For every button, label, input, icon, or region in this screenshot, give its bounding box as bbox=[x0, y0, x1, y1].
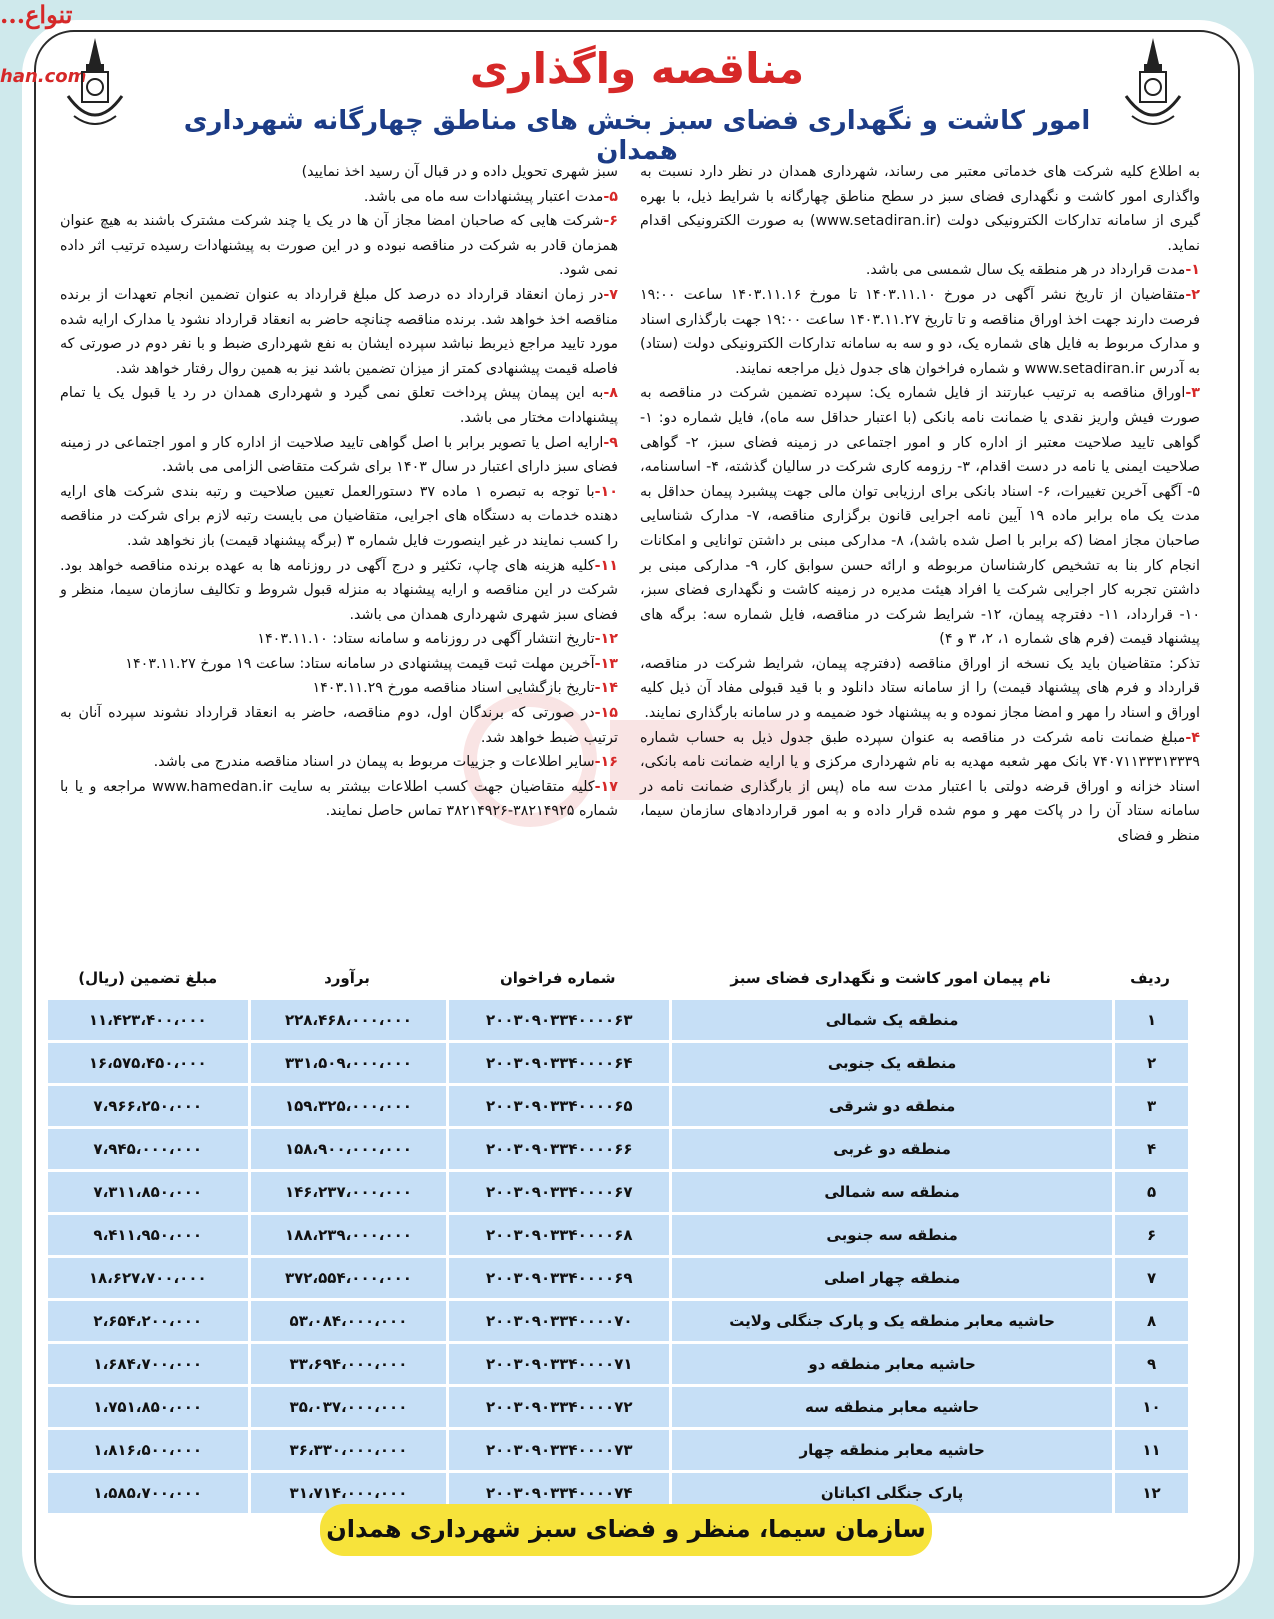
clause-text: مدت قرارداد در هر منطقه یک سال شمسی می باشد. bbox=[865, 262, 1186, 279]
header-call-number: شماره فراخوان bbox=[446, 959, 669, 997]
clause-item bbox=[60, 676, 618, 701]
contract-name: منطقه یک شمالی bbox=[669, 1000, 1112, 1040]
clause-item bbox=[60, 627, 618, 652]
clause-number: ۲- bbox=[1185, 286, 1200, 303]
contract-name: منطقه سه شمالی bbox=[669, 1172, 1112, 1212]
clause-item bbox=[60, 431, 618, 480]
clause-text: به این پیمان پیش پرداخت تعلق نمی گیرد و شهرداری همدان در رد یا قبول یک یا تمام پیشنهادات مختار می باشد. bbox=[60, 385, 618, 426]
estimate-amount: ۳۱،۷۱۴،۰۰۰،۰۰۰ bbox=[248, 1473, 447, 1513]
table-header-row bbox=[48, 959, 1188, 997]
clause-text: مدت اعتبار پیشنهادات سه ماه می باشد. bbox=[363, 188, 604, 205]
estimate-amount: ۳۵،۰۳۷،۰۰۰،۰۰۰ bbox=[248, 1387, 447, 1427]
clause-text: با توجه به تبصره ۱ ماده ۳۷ دستورالعمل تعیین صلاحیت و رتبه بندی شرکت های ارایه دهنده خدمات به دستگاه های اجرایی، متقاضیان می بایست رتبه لازم برای شرکت در مناقصه را کسب نمایند در غیر اینصورت فایل شماره ۳ (برگه پیشنهاد قیمت) باز نخواهد شد. bbox=[60, 483, 618, 549]
clause-number: ۱۳- bbox=[594, 655, 618, 672]
clause-number: ۱۴- bbox=[594, 680, 618, 697]
clause-text: متقاضیان از تاریخ نشر آگهی در مورخ ۱۴۰۳.۱۱.۱۰ تا مورخ ۱۴۰۳.۱۱.۱۶ ساعت ۱۹:۰۰ فرصت دارند جهت اخذ اوراق مناقصه و تا تاریخ ۱۴۰۳.۱۱.۲۷ ساعت ۱۹:۰۰ جهت بارگذاری اسناد و مدارک مربوط به فایل های شماره یک، دو و سه به سامانه تدارکات الکترونیکی دولت (ستاد) به آدرس www.setadiran.ir و شماره فراخوان های جدول ذیل مراجعه نمایند. bbox=[640, 286, 1200, 377]
call-number: ۲۰۰۳۰۹۰۳۳۴۰۰۰۰۶۴ bbox=[446, 1043, 669, 1083]
corner-brand-text: ...تنواع bbox=[0, 0, 73, 29]
clause-number: ۷- bbox=[603, 286, 618, 303]
clause-item bbox=[640, 381, 1200, 652]
clause-number: ۱۲- bbox=[594, 631, 618, 648]
tender-table bbox=[48, 956, 1188, 1516]
municipality-emblem-icon bbox=[1118, 36, 1188, 136]
estimate-amount: ۱۸۸،۲۳۹،۰۰۰،۰۰۰ bbox=[248, 1215, 447, 1255]
clause-item bbox=[60, 209, 618, 283]
estimate-amount: ۵۳،۰۸۴،۰۰۰،۰۰۰ bbox=[248, 1301, 447, 1341]
clause-text: سبز شهری تحویل داده و در قبال آن رسید اخذ نمایید) bbox=[301, 164, 618, 180]
clause-number: ۳- bbox=[1185, 385, 1200, 402]
row-index: ۹ bbox=[1112, 1344, 1188, 1384]
clause-item bbox=[60, 185, 618, 210]
clause-item bbox=[640, 258, 1200, 283]
clause-item bbox=[60, 652, 618, 677]
clause-number: ۶- bbox=[603, 213, 618, 230]
table-row bbox=[48, 1344, 1188, 1384]
text-column-left bbox=[60, 160, 618, 950]
clause-text: اوراق مناقصه به ترتیب عبارتند از فایل شماره یک: سپرده تضمین شرکت در مناقصه به صورت فیش واریز نقدی یا ضمانت نامه بانکی (با اعتبار حداقل سه ماه)، فایل شماره دو: ۱- گواهی تایید صلاحیت معتبر از اداره کار و امور اجتماعی در زمینه فضای سبز، ۲- گواهی صلاحیت ایمنی یا نامه در دست اقدام، ۳- رزومه کاری شرکت در سالیان گذشته، ۴- اساسنامه، ۵- آگهی آخرین تغییرات، ۶- اسناد بانکی برای ارزیابی توان مالی جهت پیشبرد پیمان حداقل به مدت یک ماه برابر ماده ۱۹ آیین نامه اجرایی قانون برگزاری مناقصه، ۷- مدارک شناسایی صاحبان مجاز امضا (که برابر با اصل شده باشد)، ۸- مدارکی مبنی بر داشتن توانایی و امکانات انجام کار بنا به تشخیص کارشناسان مربوطه و ارائه حسن سوابق کار، ۹- مدارکی مبنی بر داشتن تجربه کار اجرایی شرکت یا افراد هیئت مدیره در زمینه کاشت و نگهداری فضای سبز، ۱۰- قرارداد، ۱۱- دفترچه پیمان، ۱۲- شرایط شرکت در مناقصه، فایل شماره سه: برگه های پیشنهاد قیمت (فرم های شماره ۱، ۲، ۳ و ۴) bbox=[640, 385, 1201, 648]
guarantee-amount: ۱۶،۵۷۵،۴۵۰،۰۰۰ bbox=[48, 1043, 248, 1083]
clause-text: تذکر: متقاضیان باید یک نسخه از اوراق مناقصه (دفترچه پیمان، شرایط شرکت در مناقصه، قرارداد و فرم های پیشنهاد قیمت) را از سامانه ستاد دانلود و با قید قبولی مفاد آن ذیل کلیه اوراق و اسناد را مهر و امضا مجاز نموده و به پیشنهاد خود ضمیمه و در سامانه بارگذاری نمایند. bbox=[640, 655, 1200, 722]
row-index: ۴ bbox=[1112, 1129, 1188, 1169]
ad-subtitle: امور کاشت و نگهداری فضای سبز بخش های مناطق چهارگانه شهرداری همدان bbox=[183, 106, 1091, 166]
corner-brand-url: han.com bbox=[0, 66, 87, 87]
call-number: ۲۰۰۳۰۹۰۳۳۴۰۰۰۰۷۰ bbox=[446, 1301, 669, 1341]
contract-name: منطقه دو غربی bbox=[669, 1129, 1112, 1169]
clause-item bbox=[640, 283, 1200, 381]
call-number: ۲۰۰۳۰۹۰۳۳۴۰۰۰۰۷۴ bbox=[446, 1473, 669, 1513]
row-index: ۳ bbox=[1112, 1086, 1188, 1126]
guarantee-amount: ۲،۶۵۴،۲۰۰،۰۰۰ bbox=[48, 1301, 248, 1341]
contract-name: حاشیه معابر منطقه چهار bbox=[669, 1430, 1112, 1470]
clause-number: ۱۷- bbox=[594, 778, 618, 795]
row-index: ۸ bbox=[1112, 1301, 1188, 1341]
guarantee-amount: ۱،۷۵۱،۸۵۰،۰۰۰ bbox=[48, 1387, 248, 1427]
contract-name: منطقه دو شرقی bbox=[669, 1086, 1112, 1126]
clause-text: مبلغ ضمانت نامه شرکت در مناقصه به عنوان سپرده طبق جدول ذیل به حساب شماره ۷۴۰۷۱۱۳۳۳۱۳۳۳۹ بانک مهر شعبه مهدیه به نام شهرداری مرکزی و یا ارایه ضمانت نامه بانکی، اسناد خزانه و اوراق قرضه دولتی با اعتبار مدت سه ماه (پس از بارگذاری ضمانت نامه در سامانه ستاد آن را در پاکت مهر و موم شده قرار داده و به امور قراردادهای سازمان سیما، منظر و فضای bbox=[640, 729, 1200, 845]
guarantee-amount: ۹،۴۱۱،۹۵۰،۰۰۰ bbox=[48, 1215, 248, 1255]
clause-item bbox=[60, 283, 618, 381]
clause-text: آخرین مهلت ثبت قیمت پیشنهادی در سامانه ستاد: ساعت ۱۹ مورخ ۱۴۰۳.۱۱.۲۷ bbox=[125, 655, 595, 672]
table-row bbox=[48, 1258, 1188, 1298]
clause-number: ۱۰- bbox=[594, 483, 618, 500]
contract-name: پارک جنگلی اکباتان bbox=[669, 1473, 1112, 1513]
contract-name: منطقه یک جنوبی bbox=[669, 1043, 1112, 1083]
table-row bbox=[48, 1430, 1188, 1470]
header-contract-name: نام پیمان امور کاشت و نگهداری فضای سبز bbox=[669, 959, 1112, 997]
contract-name: حاشیه معابر منطقه یک و پارک جنگلی ولایت bbox=[669, 1301, 1112, 1341]
clause-text: ارایه اصل یا تصویر برابر با اصل گواهی تایید صلاحیت از اداره کار و امور اجتماعی در زمینه فضای سبز دارای اعتبار در سال ۱۴۰۳ برای شرکت متقاضی الزامی می باشد. bbox=[60, 434, 618, 476]
table-row bbox=[48, 1129, 1188, 1169]
guarantee-amount: ۷،۳۱۱،۸۵۰،۰۰۰ bbox=[48, 1172, 248, 1212]
call-number: ۲۰۰۳۰۹۰۳۳۴۰۰۰۰۷۱ bbox=[446, 1344, 669, 1384]
row-index: ۲ bbox=[1112, 1043, 1188, 1083]
clause-item bbox=[640, 726, 1200, 849]
call-number: ۲۰۰۳۰۹۰۳۳۴۰۰۰۰۷۳ bbox=[446, 1430, 669, 1470]
clause-text: تاریخ انتشار آگهی در روزنامه و سامانه ستاد: ۱۴۰۳.۱۱.۱۰ bbox=[257, 631, 595, 648]
call-number: ۲۰۰۳۰۹۰۳۳۴۰۰۰۰۶۵ bbox=[446, 1086, 669, 1126]
table-row bbox=[48, 1043, 1188, 1083]
guarantee-amount: ۱،۵۸۵،۷۰۰،۰۰۰ bbox=[48, 1473, 248, 1513]
row-index: ۱۲ bbox=[1112, 1473, 1188, 1513]
clause-item bbox=[60, 701, 618, 750]
estimate-amount: ۱۴۶،۲۳۷،۰۰۰،۰۰۰ bbox=[248, 1172, 447, 1212]
clause-number: ۵- bbox=[603, 188, 618, 205]
clause-number: ۸- bbox=[603, 385, 618, 402]
clause-number: ۹- bbox=[603, 434, 618, 451]
clause-number: ۱۱- bbox=[594, 557, 618, 574]
row-index: ۶ bbox=[1112, 1215, 1188, 1255]
call-number: ۲۰۰۳۰۹۰۳۳۴۰۰۰۰۶۷ bbox=[446, 1172, 669, 1212]
table-row bbox=[48, 1387, 1188, 1427]
table-row bbox=[48, 1172, 1188, 1212]
clause-text: شرکت هایی که صاحبان امضا مجاز آن ها در یک یا چند شرکت مشترک باشند به هیچ عنوان همزمان قادر به شرکت در مناقصه نبوده و در این صورت به پیشنهادات رسیده ترتیب اثر داده نمی شود. bbox=[60, 213, 618, 279]
estimate-amount: ۳۳۱،۵۰۹،۰۰۰،۰۰۰ bbox=[248, 1043, 447, 1083]
estimate-amount: ۱۵۹،۳۲۵،۰۰۰،۰۰۰ bbox=[248, 1086, 447, 1126]
header-index: ردیف bbox=[1112, 959, 1188, 997]
call-number: ۲۰۰۳۰۹۰۳۳۴۰۰۰۰۶۳ bbox=[446, 1000, 669, 1040]
clause-number: ۱- bbox=[1185, 262, 1200, 279]
clause-text: کلیه هزینه های چاپ، تکثیر و درج آگهی در روزنامه ها به عهده برنده مناقصه خواهد بود. شرکت در این مناقصه و ارایه پیشنهاد به منزله قبول شروط و تکالیف سازمان سیما، منظر و فضای سبز شهری شهرداری همدان می باشد. bbox=[60, 557, 618, 623]
clause-text: سایر اطلاعات و جزییات مربوط به پیمان در اسناد مناقصه مندرج می باشد. bbox=[153, 754, 595, 771]
table-row bbox=[48, 1000, 1188, 1040]
clause-number: ۱۵- bbox=[594, 705, 618, 722]
footer-organization-banner: سازمان سیما، منظر و فضای سبز شهرداری همدان bbox=[320, 1504, 932, 1556]
table-row bbox=[48, 1301, 1188, 1341]
row-index: ۵ bbox=[1112, 1172, 1188, 1212]
row-index: ۷ bbox=[1112, 1258, 1188, 1298]
guarantee-amount: ۷،۹۴۵،۰۰۰،۰۰۰ bbox=[48, 1129, 248, 1169]
header-guarantee: مبلغ تضمین (ریال) bbox=[48, 959, 248, 997]
clause-item bbox=[640, 652, 1200, 726]
clause-number: ۴- bbox=[1185, 729, 1200, 746]
guarantee-amount: ۱،۸۱۶،۵۰۰،۰۰۰ bbox=[48, 1430, 248, 1470]
call-number: ۲۰۰۳۰۹۰۳۳۴۰۰۰۰۶۶ bbox=[446, 1129, 669, 1169]
clause-text: کلیه متقاضیان جهت کسب اطلاعات بیشتر به سایت www.hamedan.ir مراجعه و یا با شماره ۳۸۲۱۴۹۲۵-۳۸۲۱۴۹۲۶ تماس حاصل نمایند. bbox=[60, 778, 618, 820]
row-index: ۱۱ bbox=[1112, 1430, 1188, 1470]
row-index: ۱۰ bbox=[1112, 1387, 1188, 1427]
table-row bbox=[48, 1086, 1188, 1126]
clause-item bbox=[60, 381, 618, 430]
estimate-amount: ۲۲۸،۴۶۸،۰۰۰،۰۰۰ bbox=[248, 1000, 447, 1040]
ad-title: مناقصه واگذاری bbox=[469, 44, 805, 93]
contract-name: حاشیه معابر منطقه سه bbox=[669, 1387, 1112, 1427]
contract-name: حاشیه معابر منطقه دو bbox=[669, 1344, 1112, 1384]
guarantee-amount: ۱،۶۸۴،۷۰۰،۰۰۰ bbox=[48, 1344, 248, 1384]
clause-item bbox=[60, 160, 618, 185]
table-row bbox=[48, 1215, 1188, 1255]
clause-text: در صورتی که برندگان اول، دوم مناقصه، حاضر به انعقاد قرارداد نشوند سپرده آنان به ترتیب ضبط خواهد شد. bbox=[60, 705, 618, 746]
clause-number: ۱۶- bbox=[594, 754, 618, 771]
clause-item bbox=[60, 554, 618, 628]
clause-item bbox=[60, 775, 618, 824]
row-index: ۱ bbox=[1112, 1000, 1188, 1040]
estimate-amount: ۱۵۸،۹۰۰،۰۰۰،۰۰۰ bbox=[248, 1129, 447, 1169]
call-number: ۲۰۰۳۰۹۰۳۳۴۰۰۰۰۷۲ bbox=[446, 1387, 669, 1427]
guarantee-amount: ۱۸،۶۲۷،۷۰۰،۰۰۰ bbox=[48, 1258, 248, 1298]
estimate-amount: ۳۶،۳۳۰،۰۰۰،۰۰۰ bbox=[248, 1430, 447, 1470]
municipality-emblem-icon bbox=[60, 36, 130, 136]
clause-item bbox=[60, 480, 618, 554]
intro-paragraph: به اطلاع کلیه شرکت های خدماتی معتبر می رساند، شهرداری همدان در نظر دارد نسبت به واگذاری امور کاشت و نگهداری فضای سبز در سطح مناطق چهارگانه با شرایط ذیل، با بهره گیری از سامانه تدارکات الکترونیکی دولت (www.setadiran.ir) به صورت الکترونیکی اقدام نماید. bbox=[640, 164, 1200, 254]
contract-name: منطقه سه جنوبی bbox=[669, 1215, 1112, 1255]
clause-text: تاریخ بازگشایی اسناد مناقصه مورخ ۱۴۰۳.۱۱.۲۹ bbox=[312, 680, 595, 697]
text-column-right bbox=[640, 160, 1200, 950]
call-number: ۲۰۰۳۰۹۰۳۳۴۰۰۰۰۶۸ bbox=[446, 1215, 669, 1255]
estimate-amount: ۳۳،۶۹۴،۰۰۰،۰۰۰ bbox=[248, 1344, 447, 1384]
estimate-amount: ۳۷۲،۵۵۴،۰۰۰،۰۰۰ bbox=[248, 1258, 447, 1298]
guarantee-amount: ۷،۹۶۶،۲۵۰،۰۰۰ bbox=[48, 1086, 248, 1126]
clause-item bbox=[60, 750, 618, 775]
header-estimate: برآورد bbox=[248, 959, 447, 997]
guarantee-amount: ۱۱،۴۲۳،۴۰۰،۰۰۰ bbox=[48, 1000, 248, 1040]
clause-text: در زمان انعقاد قرارداد ده درصد کل مبلغ قرارداد به عنوان تضمین انجام تعهدات از برنده مناقصه اخذ خواهد شد. برنده مناقصه چنانچه حاضر به انعقاد قرارداد نشود یا مدارک ارایه شده مورد تایید مراجع ذیربط نباشد سپرده ایشان به نفع شهرداری ضبط و با نفر دوم در صورتی که فاصله قیمت پیشنهادی کمتر از میزان تضمین باشد نیز به همین روال رفتار خواهد شد. bbox=[60, 286, 618, 377]
contract-name: منطقه چهار اصلی bbox=[669, 1258, 1112, 1298]
call-number: ۲۰۰۳۰۹۰۳۳۴۰۰۰۰۶۹ bbox=[446, 1258, 669, 1298]
